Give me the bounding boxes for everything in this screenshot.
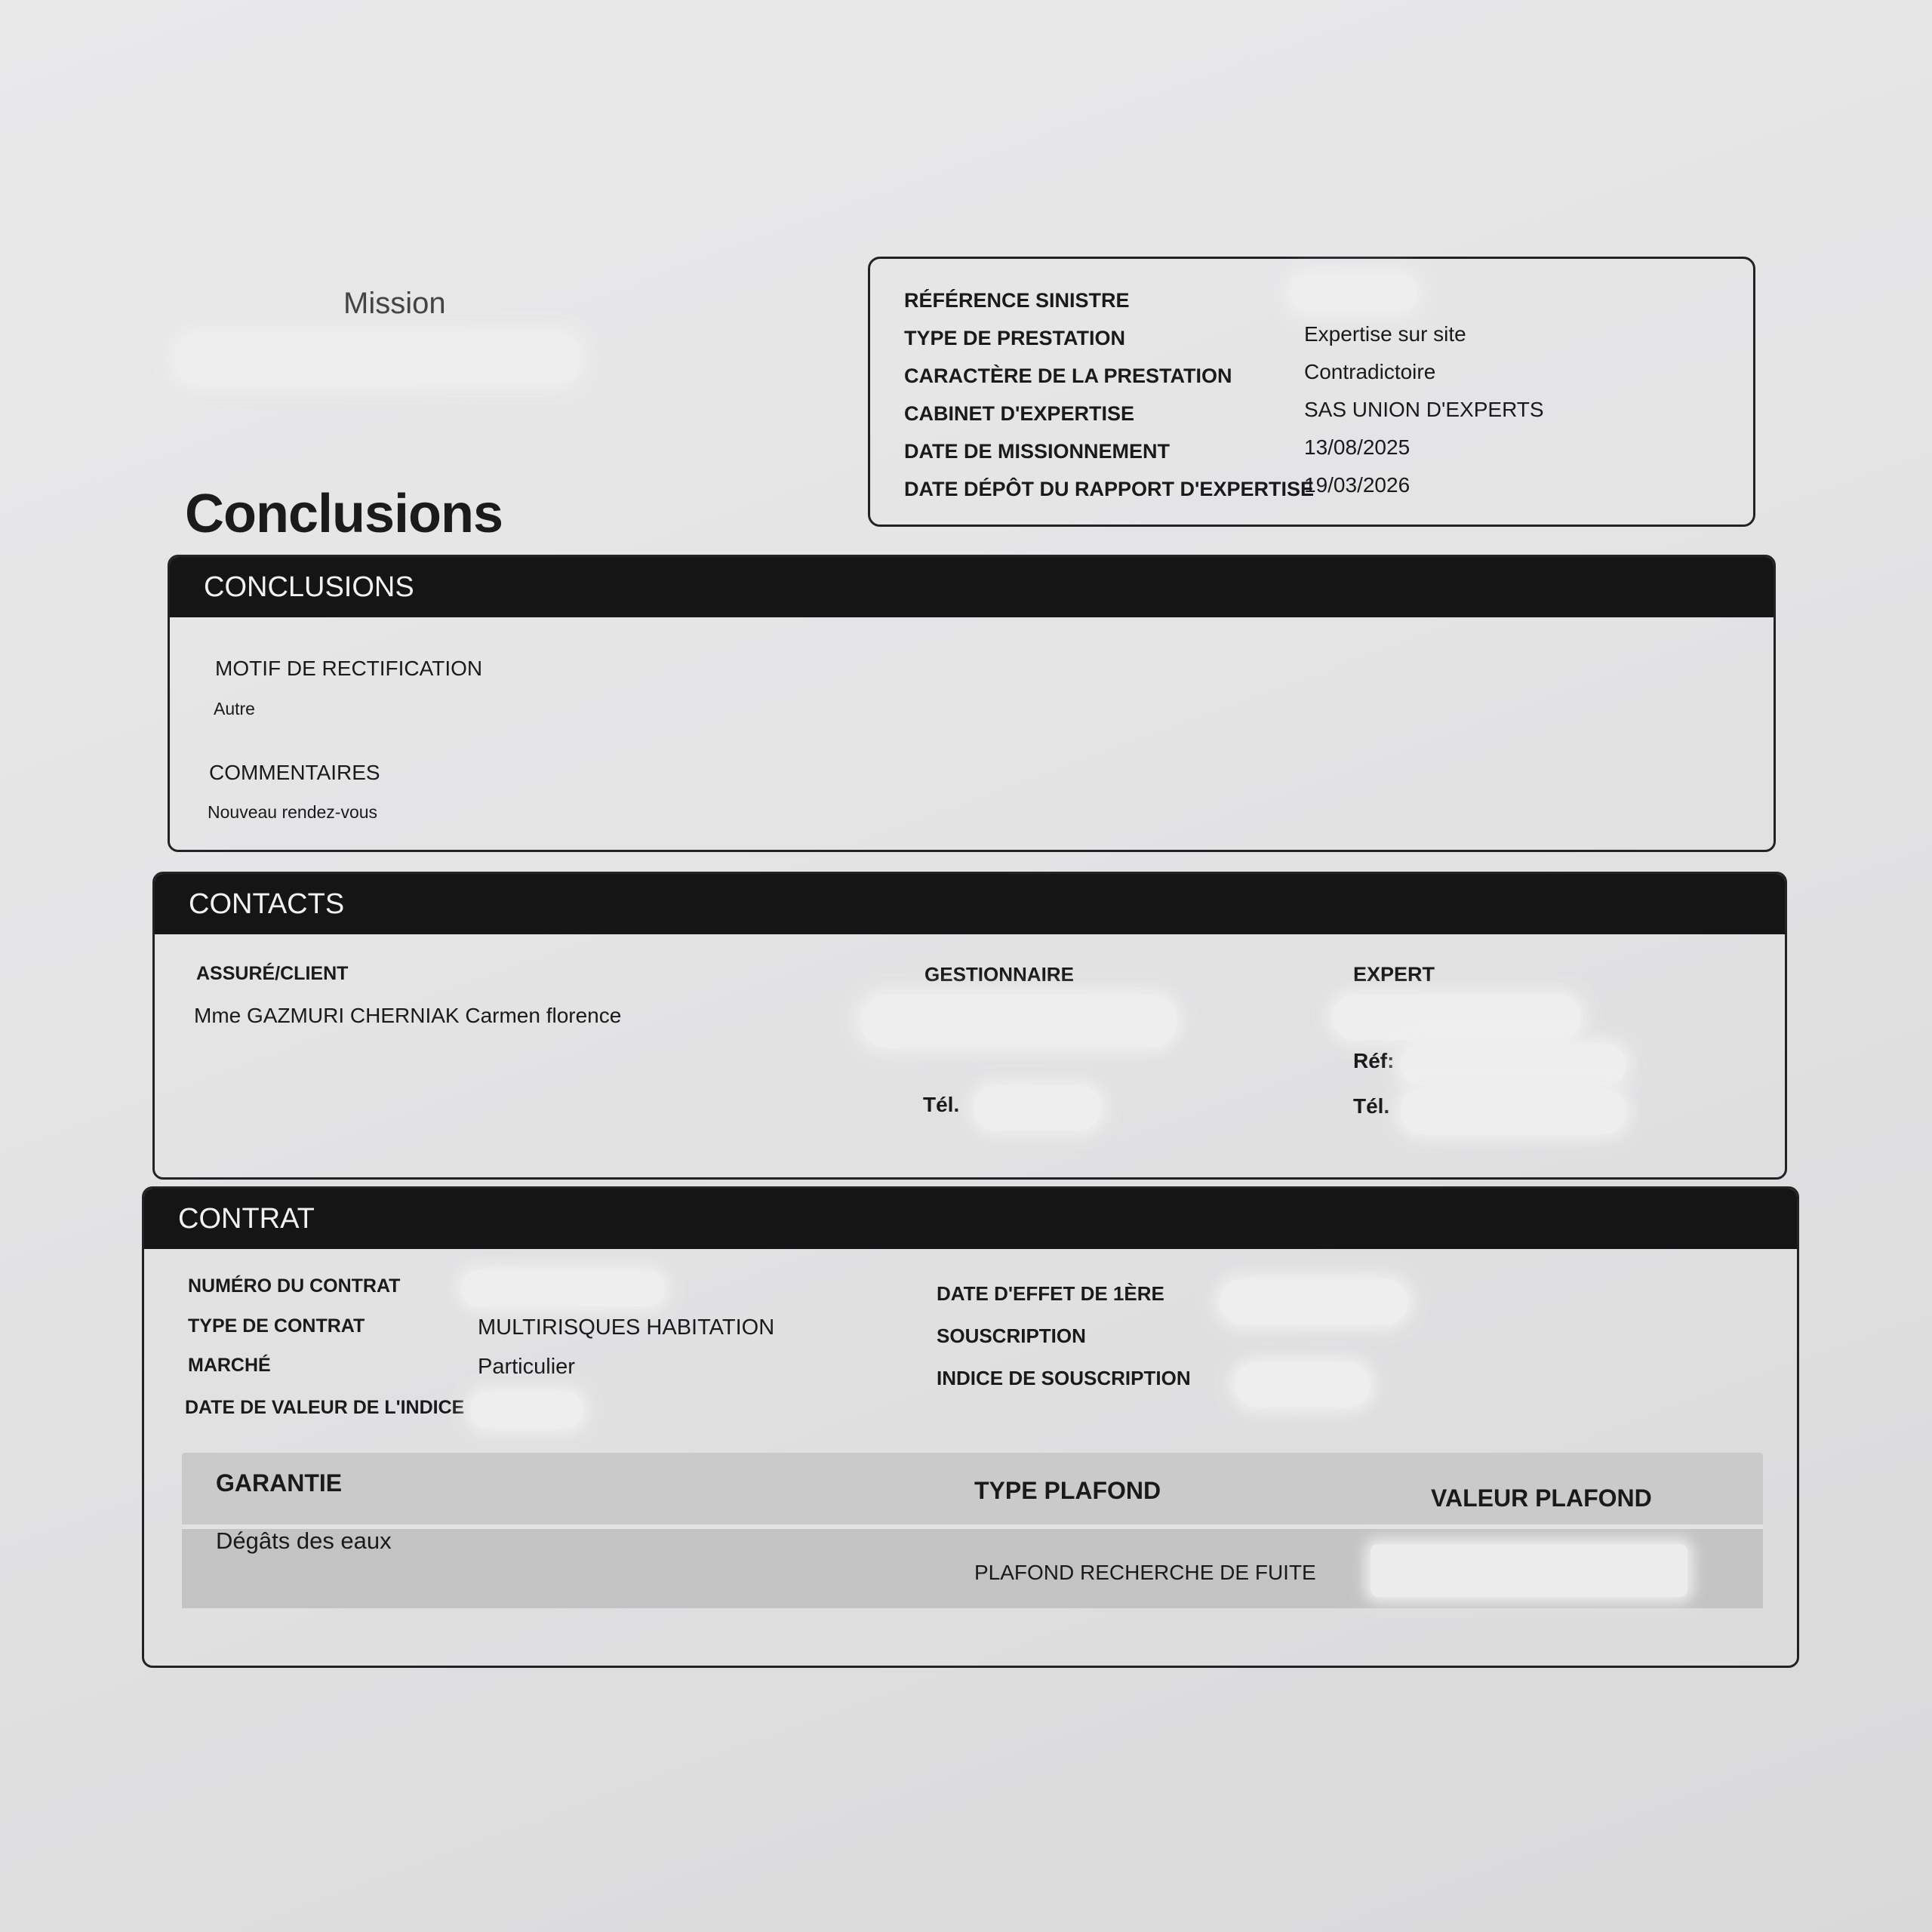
assure-value: Mme GAZMURI CHERNIAK Carmen florence [194,1004,622,1027]
gestionnaire-label: GESTIONNAIRE [924,963,1074,986]
info-label: RÉFÉRENCE SINISTRE [904,289,1130,312]
numero-contrat-label: NUMÉRO DU CONTRAT [188,1275,401,1297]
info-value: SAS UNION D'EXPERTS [1304,398,1544,421]
redaction-mark [461,1270,665,1306]
type-plafond-value: PLAFOND RECHERCHE DE FUITE [974,1561,1316,1584]
souscription-label: SOUSCRIPTION [937,1324,1086,1347]
assure-label: ASSURÉ/CLIENT [196,963,349,984]
col-header-type-plafond: TYPE PLAFOND [974,1477,1161,1504]
expert-label: EXPERT [1353,963,1435,986]
date-effet-label: DATE D'EFFET DE 1ÈRE [937,1282,1164,1305]
redaction-mark [1332,995,1581,1040]
marche-label: MARCHÉ [188,1355,271,1376]
expert-tel-label: Tél. [1353,1094,1390,1118]
redaction-mark [174,332,581,385]
contrat-section [142,1186,1799,1668]
motif-value: Autre [214,699,255,718]
info-label: DATE DE MISSIONNEMENT [904,440,1171,463]
conclusions-section [168,555,1776,852]
garantie-row [182,1524,1763,1608]
marche-value: Particulier [478,1355,575,1379]
info-value: 13/08/2025 [1304,435,1411,459]
garantie-table [182,1453,1763,1604]
col-header-garantie: GARANTIE [216,1469,343,1497]
redaction-mark [974,1085,1102,1131]
redaction-mark [860,995,1177,1048]
info-label: CABINET D'EXPERTISE [904,402,1134,425]
indice-label: INDICE DE SOUSCRIPTION [937,1367,1191,1389]
info-row-date-missionnement [904,435,1734,478]
info-row-type-prestation [904,322,1734,365]
garantie-value: Dégâts des eaux [216,1527,392,1554]
info-value: 19/03/2026 [1304,473,1411,497]
motif-label: MOTIF DE RECTIFICATION [215,657,483,680]
section-header: CONCLUSIONS [170,557,1774,617]
info-label: CARACTÈRE DE LA PRESTATION [904,365,1232,387]
redaction-mark [1400,1089,1626,1134]
gestionnaire-tel-label: Tél. [923,1093,960,1116]
info-label: TYPE DE PRESTATION [904,327,1126,349]
type-contrat-label: TYPE DE CONTRAT [188,1315,365,1337]
contacts-section [152,872,1787,1180]
redaction-mark [470,1391,583,1429]
info-value: Contradictoire [1304,360,1436,383]
info-row-date-depot [904,473,1734,515]
info-row-reference [904,289,1734,327]
mission-info-box [868,257,1755,527]
page-title: Conclusions [185,484,503,544]
type-contrat-value: MULTIRISQUES HABITATION [478,1315,775,1340]
info-label: DATE DÉPÔT DU RAPPORT D'EXPERTISE [904,478,1314,500]
commentaires-value: Nouveau rendez-vous [208,802,378,822]
section-header: CONTACTS [155,874,1785,934]
redaction-mark [1235,1362,1371,1407]
section-header: CONTRAT [144,1189,1797,1249]
info-value: Expertise sur site [1304,322,1466,346]
col-header-valeur-plafond: VALEUR PLAFOND [1431,1484,1652,1512]
redaction-mark [1220,1279,1408,1324]
redaction-mark [1371,1544,1687,1597]
redaction-mark [1289,274,1417,312]
mission-label: Mission [343,287,446,320]
commentaires-label: COMMENTAIRES [209,761,380,784]
info-row-caractere [904,360,1734,402]
date-valeur-label: DATE DE VALEUR DE L'INDICE [185,1397,465,1418]
redaction-mark [1400,1044,1626,1085]
expert-ref-label: Réf: [1353,1049,1395,1072]
info-row-cabinet [904,398,1734,440]
